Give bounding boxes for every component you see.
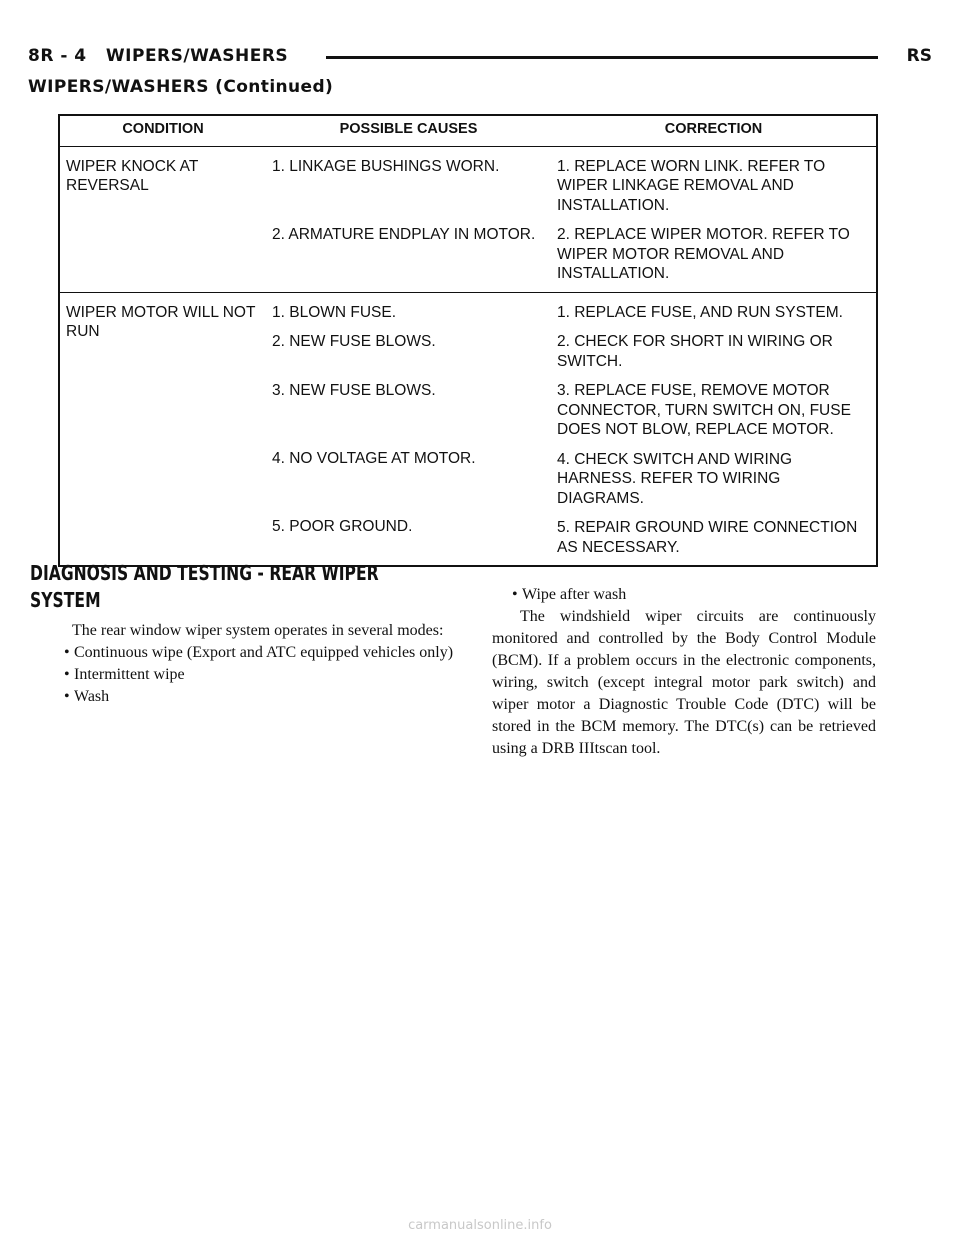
condition-cell: WIPER KNOCK AT REVERSAL <box>59 146 266 292</box>
continued-title: WIPERS/WASHERS (Continued) <box>28 77 334 97</box>
bullet-icon: • <box>512 586 518 603</box>
cause-item: 5. POOR GROUND. <box>272 518 413 535</box>
condition-cell: WIPER MOTOR WILL NOT RUN <box>66 303 256 340</box>
page-header <box>28 44 932 68</box>
list-item: • Continuous wipe (Export and ATC equipped vehicles only) <box>44 642 454 664</box>
cause-item: 2. ARMATURE ENDPLAY IN MOTOR. <box>272 225 536 243</box>
table-row <box>59 292 877 566</box>
correction-item: 2. CHECK FOR SHORT IN WIRING OR SWITCH. <box>557 333 833 370</box>
correction-item: 1. REPLACE FUSE, AND RUN SYSTEM. <box>557 303 843 321</box>
corrections-cell <box>551 146 877 292</box>
causes-cell <box>266 146 551 292</box>
table-row <box>59 146 877 292</box>
cause-item: 4. NO VOLTAGE AT MOTOR. <box>272 450 476 467</box>
column-header: CONDITION <box>59 115 266 146</box>
section-heading: DIAGNOSIS AND TESTING - REAR WIPER SYSTEM <box>30 561 379 612</box>
list-item: • Wipe after wash <box>492 584 876 606</box>
table-header-row <box>59 115 877 146</box>
list-item: • Wash <box>44 686 454 708</box>
corrections-cell <box>551 292 877 566</box>
diagnosis-table <box>58 114 878 567</box>
left-column <box>44 620 454 708</box>
cause-item: 1. BLOWN FUSE. <box>272 303 397 321</box>
column-header: CORRECTION <box>551 115 877 146</box>
correction-item: 1. REPLACE WORN LINK. REFER TO WIPER LINKAGE REMOVAL AND INSTALLATION. <box>557 157 826 214</box>
right-column <box>492 584 876 760</box>
bullet-icon: • <box>64 666 70 683</box>
bullet-icon: • <box>64 644 70 661</box>
column-header: POSSIBLE CAUSES <box>266 115 551 146</box>
list-item: • Intermittent wipe <box>44 664 454 686</box>
correction-item: 3. REPLACE FUSE, REMOVE MOTOR CONNECTOR, TURN SWITCH ON, FUSE DOES NOT BLOW, REPLACE MOTOR. <box>557 382 851 438</box>
header-code: RS <box>906 46 932 66</box>
correction-item: 2. REPLACE WIPER MOTOR. REFER TO WIPER MOTOR REMOVAL AND INSTALLATION. <box>557 226 850 282</box>
correction-item: 5. REPAIR GROUND WIRE CONNECTION AS NECESSARY. <box>557 519 858 556</box>
causes-cell <box>266 292 551 566</box>
bullet-icon: • <box>64 688 70 705</box>
cause-item: 1. LINKAGE BUSHINGS WORN. <box>272 157 500 175</box>
watermark-footer: carmanualsonline.info <box>408 1218 552 1233</box>
header-section-title: 8R - 4 WIPERS/WASHERS <box>28 46 289 66</box>
cause-item: 2. NEW FUSE BLOWS. <box>272 333 436 350</box>
body-paragraph: The windshield wiper circuits are continuously monitored and controlled by the Body Control Module (BCM). If a problem occurs in the electronic components, wiring, switch (except integral motor park switch) and wiper motor a Diagnostic Trouble Code (DTC) will be stored in the BCM memory. The DTC(s) can be retrieved using a DRB IIItscan tool. <box>492 608 876 757</box>
cause-item: 3. NEW FUSE BLOWS. <box>272 382 436 399</box>
correction-item: 4. CHECK SWITCH AND WIRING HARNESS. REFER TO WIRING DIAGRAMS. <box>557 450 793 507</box>
intro-paragraph: The rear window wiper system operates in several modes: <box>72 622 444 639</box>
header-rule <box>326 56 878 59</box>
